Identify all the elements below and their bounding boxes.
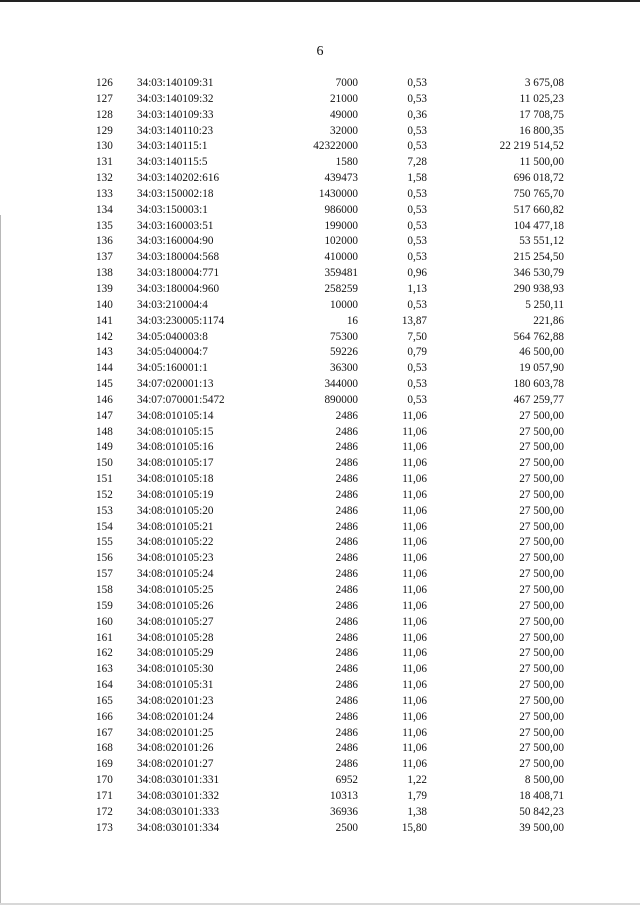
rate-value: 7,28 [407,156,427,169]
row-number: 140 [96,298,113,311]
row-number: 145 [96,378,113,391]
row-number: 151 [96,473,113,486]
table-row [0,155,640,171]
row-number: 131 [96,156,113,169]
row-number: 144 [96,362,113,375]
area-value: 16 [346,314,358,327]
table-row [0,678,640,694]
area-value: 10000 [330,298,358,311]
area-value: 2486 [335,504,358,517]
cadastral-number: 34:08:030101:332 [137,789,220,802]
rate-value: 11,06 [402,473,427,486]
amount-value: 16 800,35 [519,124,564,137]
amount-value: 27 500,00 [519,710,564,723]
cadastral-number: 34:08:020101:23 [137,694,214,707]
cadastral-number: 34:08:010105:19 [137,488,214,501]
amount-value: 18 408,71 [519,789,564,802]
rate-value: 11,06 [402,710,427,723]
area-value: 2486 [335,536,358,549]
area-value: 21000 [330,92,358,105]
row-number: 130 [96,140,113,153]
cadastral-number: 34:08:010105:14 [137,409,214,422]
area-value: 7000 [335,77,358,89]
cadastral-number: 34:03:210004:4 [137,298,208,311]
amount-value: 104 477,18 [513,219,564,232]
cadastral-number: 34:08:010105:24 [137,568,214,581]
rate-value: 0,53 [407,92,427,105]
area-value: 36936 [330,805,358,818]
area-value: 2486 [335,663,358,676]
rate-value: 0,79 [407,346,427,359]
row-number: 137 [96,251,113,264]
table-row [0,662,640,678]
table-row [0,425,640,441]
amount-value: 27 500,00 [519,631,564,644]
rate-value: 0,53 [407,298,427,311]
row-number: 128 [96,108,113,121]
cadastral-number: 34:03:160004:90 [137,235,214,248]
rate-value: 11,06 [402,520,427,533]
area-value: 410000 [324,251,358,264]
area-value: 49000 [330,108,358,121]
area-value: 2486 [335,631,358,644]
amount-value: 27 500,00 [519,536,564,549]
row-number: 167 [96,726,113,739]
amount-value: 27 500,00 [519,568,564,581]
rate-value: 11,06 [402,488,427,501]
table-row [0,393,640,409]
row-number: 172 [96,805,113,818]
cadastral-number: 34:08:030101:333 [137,805,220,818]
cadastral-number: 34:08:010105:25 [137,584,214,596]
area-value: 2486 [335,520,358,533]
cadastral-number: 34:08:010105:18 [137,473,214,486]
row-number: 154 [96,520,113,533]
cadastral-number: 34:05:040004:7 [137,346,208,359]
area-value: 6952 [335,774,358,787]
rate-value: 11,06 [402,726,427,739]
cadastral-number: 34:03:180004:960 [137,282,220,295]
amount-value: 27 500,00 [519,409,564,422]
amount-value: 221,86 [533,314,564,327]
row-number: 155 [96,536,113,549]
table-row [0,171,640,187]
row-number: 173 [96,821,113,834]
rate-value: 1,22 [407,774,427,787]
table-row [0,472,640,488]
rate-value: 11,06 [402,694,427,707]
area-value: 2486 [335,441,358,454]
cadastral-number: 34:03:180004:771 [137,267,220,280]
table-row [0,456,640,472]
table-row [0,631,640,647]
cadastral-number: 34:08:010105:20 [137,504,214,517]
area-value: 2486 [335,647,358,660]
table-row [0,757,640,773]
row-number: 168 [96,742,113,755]
cadastral-number: 34:08:010105:22 [137,536,214,549]
area-value: 42322000 [313,140,358,153]
amount-value: 27 500,00 [519,758,564,771]
row-number: 162 [96,647,113,660]
amount-value: 27 500,00 [519,599,564,612]
cadastral-number: 34:08:010105:15 [137,425,214,438]
rate-value: 11,06 [402,409,427,422]
row-number: 129 [96,124,113,137]
area-value: 2486 [335,409,358,422]
area-value: 2486 [335,552,358,565]
rate-value: 0,53 [407,251,427,264]
table-row [0,203,640,219]
cadastral-number: 34:08:010105:30 [137,663,214,676]
parcel-table [0,76,640,837]
area-value: 59226 [330,346,358,359]
rate-value: 0,53 [407,393,427,406]
rate-value: 0,53 [407,235,427,248]
amount-value: 17 708,75 [519,108,564,121]
area-value: 2486 [335,488,358,501]
rate-value: 0,53 [407,124,427,137]
row-number: 153 [96,504,113,517]
table-row [0,92,640,108]
table-row [0,250,640,266]
table-row [0,314,640,330]
table-row [0,345,640,361]
area-value: 1430000 [318,187,358,200]
table-row [0,124,640,140]
rate-value: 0,53 [407,219,427,232]
table-row [0,821,640,837]
amount-value: 27 500,00 [519,457,564,470]
table-row [0,409,640,425]
amount-value: 27 500,00 [519,647,564,660]
amount-value: 696 018,72 [513,172,564,185]
table-row [0,488,640,504]
row-number: 159 [96,599,113,612]
rate-value: 11,06 [402,441,427,454]
row-number: 169 [96,758,113,771]
rate-value: 11,06 [402,758,427,771]
area-value: 2486 [335,710,358,723]
amount-value: 517 660,82 [513,203,564,216]
cadastral-number: 34:07:020001:13 [137,378,214,391]
table-row [0,520,640,536]
area-value: 10313 [330,789,358,802]
table-row [0,615,640,631]
row-number: 148 [96,425,113,438]
cadastral-number: 34:08:010105:16 [137,441,214,454]
area-value: 258259 [324,282,358,295]
area-value: 2486 [335,568,358,581]
amount-value: 39 500,00 [519,821,564,834]
amount-value: 180 603,78 [513,378,564,391]
row-number: 157 [96,568,113,581]
amount-value: 750 765,70 [513,187,564,200]
area-value: 2486 [335,599,358,612]
area-value: 2486 [335,473,358,486]
table-row [0,266,640,282]
table-row [0,504,640,520]
cadastral-number: 34:03:180004:568 [137,251,220,264]
row-number: 161 [96,631,113,644]
amount-value: 11 025,23 [519,92,564,105]
table-row [0,76,640,92]
cadastral-number: 34:07:070001:5472 [137,393,225,406]
area-value: 32000 [330,124,358,137]
cadastral-number: 34:08:010105:29 [137,647,214,660]
amount-value: 27 500,00 [519,694,564,707]
area-value: 344000 [324,378,358,391]
row-number: 138 [96,267,113,280]
cadastral-number: 34:03:150002:18 [137,187,214,200]
table-row [0,583,640,599]
table-row [0,646,640,662]
table-row [0,187,640,203]
table-row [0,726,640,742]
amount-value: 27 500,00 [519,726,564,739]
row-number: 171 [96,789,113,802]
cadastral-number: 34:03:140202:616 [137,172,220,185]
rate-value: 11,06 [402,425,427,438]
row-number: 141 [96,314,113,327]
amount-value: 50 842,23 [519,805,564,818]
rate-value: 11,06 [402,663,427,676]
table-row [0,773,640,789]
table-row [0,789,640,805]
cadastral-number: 34:03:140110:23 [137,124,214,137]
row-number: 126 [96,77,113,89]
top-scan-border [0,0,640,2]
rate-value: 11,06 [402,599,427,612]
rate-value: 1,58 [407,172,427,185]
area-value: 986000 [324,203,358,216]
area-value: 2486 [335,758,358,771]
rate-value: 0,36 [407,108,427,121]
row-number: 127 [96,92,113,105]
rate-value: 0,53 [407,203,427,216]
area-value: 359481 [324,267,358,280]
table-row [0,298,640,314]
table-row [0,741,640,757]
amount-value: 27 500,00 [519,663,564,676]
row-number: 166 [96,710,113,723]
cadastral-number: 34:03:140109:31 [137,77,214,89]
rate-value: 11,06 [402,647,427,660]
area-value: 102000 [324,235,358,248]
amount-value: 27 500,00 [519,552,564,565]
rate-value: 11,06 [402,631,427,644]
cadastral-number: 34:08:010105:21 [137,520,214,533]
cadastral-number: 34:08:020101:25 [137,726,214,739]
row-number: 133 [96,187,113,200]
rate-value: 11,06 [402,536,427,549]
area-value: 2486 [335,584,358,596]
amount-value: 215 254,50 [513,251,564,264]
area-value: 2486 [335,742,358,755]
rate-value: 0,96 [407,267,427,280]
cadastral-number: 34:08:020101:26 [137,742,214,755]
area-value: 890000 [324,393,358,406]
cadastral-number: 34:03:230005:1174 [137,314,225,327]
row-number: 142 [96,330,113,343]
row-number: 147 [96,409,113,422]
row-number: 150 [96,457,113,470]
rate-value: 11,06 [402,742,427,755]
table-row [0,219,640,235]
area-value: 2486 [335,457,358,470]
area-value: 439473 [324,172,358,185]
cadastral-number: 34:08:010105:31 [137,679,214,692]
row-number: 136 [96,235,113,248]
amount-value: 11 500,00 [519,156,564,169]
cadastral-number: 34:03:140109:33 [137,108,214,121]
amount-value: 3 675,08 [524,77,564,89]
area-value: 1580 [335,156,358,169]
rate-value: 11,06 [402,457,427,470]
amount-value: 22 219 514,52 [499,140,564,153]
rate-value: 1,79 [407,789,427,802]
area-value: 2486 [335,425,358,438]
table-row [0,551,640,567]
area-value: 2500 [335,821,358,834]
row-number: 134 [96,203,113,216]
rate-value: 13,87 [401,314,427,327]
row-number: 160 [96,615,113,628]
table-row [0,139,640,155]
amount-value: 5 250,11 [525,298,564,311]
rate-value: 0,53 [407,140,427,153]
area-value: 199000 [324,219,358,232]
rate-value: 11,06 [402,584,427,596]
rate-value: 0,53 [407,378,427,391]
table-row [0,694,640,710]
table-row [0,805,640,821]
cadastral-number: 34:08:020101:27 [137,758,214,771]
rate-value: 11,06 [402,504,427,517]
cadastral-number: 34:03:160003:51 [137,219,214,232]
row-number: 152 [96,488,113,501]
area-value: 2486 [335,679,358,692]
cadastral-number: 34:08:010105:27 [137,615,214,628]
rate-value: 11,06 [402,679,427,692]
amount-value: 8 500,00 [524,774,564,787]
cadastral-number: 34:03:140115:1 [137,140,208,153]
table-row [0,108,640,124]
row-number: 132 [96,172,113,185]
table-row [0,234,640,250]
rate-value: 1,38 [407,805,427,818]
page-number: 6 [316,44,324,59]
row-number: 158 [96,584,113,596]
row-number: 163 [96,663,113,676]
amount-value: 27 500,00 [519,425,564,438]
cadastral-number: 34:03:150003:1 [137,203,208,216]
rate-value: 0,53 [407,362,427,375]
cadastral-number: 34:08:030101:334 [137,821,220,834]
cadastral-number: 34:08:030101:331 [137,774,220,787]
amount-value: 27 500,00 [519,520,564,533]
table-row [0,599,640,615]
amount-value: 564 762,88 [513,330,564,343]
row-number: 170 [96,774,113,787]
cadastral-number: 34:05:160001:1 [137,362,208,375]
amount-value: 27 500,00 [519,742,564,755]
rate-value: 7,50 [407,330,427,343]
row-number: 139 [96,282,113,295]
row-number: 135 [96,219,113,232]
table-row [0,710,640,726]
rate-value: 11,06 [402,568,427,581]
amount-value: 19 057,90 [519,362,564,375]
amount-value: 27 500,00 [519,504,564,517]
cadastral-number: 34:03:140109:32 [137,92,214,105]
rate-value: 0,53 [407,77,427,89]
amount-value: 27 500,00 [519,584,564,596]
area-value: 36300 [330,362,358,375]
amount-value: 27 500,00 [519,615,564,628]
area-value: 2486 [335,726,358,739]
cadastral-number: 34:08:010105:23 [137,552,214,565]
table-row [0,535,640,551]
row-number: 146 [96,393,113,406]
table-row [0,282,640,298]
row-number: 164 [96,679,113,692]
rate-value: 1,13 [407,282,427,295]
area-value: 75300 [330,330,358,343]
cadastral-number: 34:08:010105:28 [137,631,214,644]
amount-value: 346 530,79 [513,267,564,280]
row-number: 143 [96,346,113,359]
amount-value: 27 500,00 [519,473,564,486]
table-row [0,330,640,346]
amount-value: 467 259,77 [513,393,564,406]
cadastral-number: 34:08:010105:17 [137,457,214,470]
rate-value: 11,06 [402,615,427,628]
amount-value: 27 500,00 [519,679,564,692]
rate-value: 11,06 [402,552,427,565]
row-number: 156 [96,552,113,565]
amount-value: 27 500,00 [519,488,564,501]
row-number: 165 [96,694,113,707]
amount-value: 27 500,00 [519,441,564,454]
rate-value: 0,53 [407,187,427,200]
cadastral-number: 34:08:010105:26 [137,599,214,612]
amount-value: 46 500,00 [519,346,564,359]
rate-value: 15,80 [401,821,427,834]
table-row [0,377,640,393]
cadastral-number: 34:03:140115:5 [137,156,208,169]
cadastral-number: 34:05:040003:8 [137,330,208,343]
cadastral-number: 34:08:020101:24 [137,710,214,723]
amount-value: 53 551,12 [519,235,564,248]
area-value: 2486 [335,615,358,628]
area-value: 2486 [335,694,358,707]
table-row [0,440,640,456]
table-row [0,361,640,377]
table-row [0,567,640,583]
row-number: 149 [96,441,113,454]
amount-value: 290 938,93 [513,282,564,295]
